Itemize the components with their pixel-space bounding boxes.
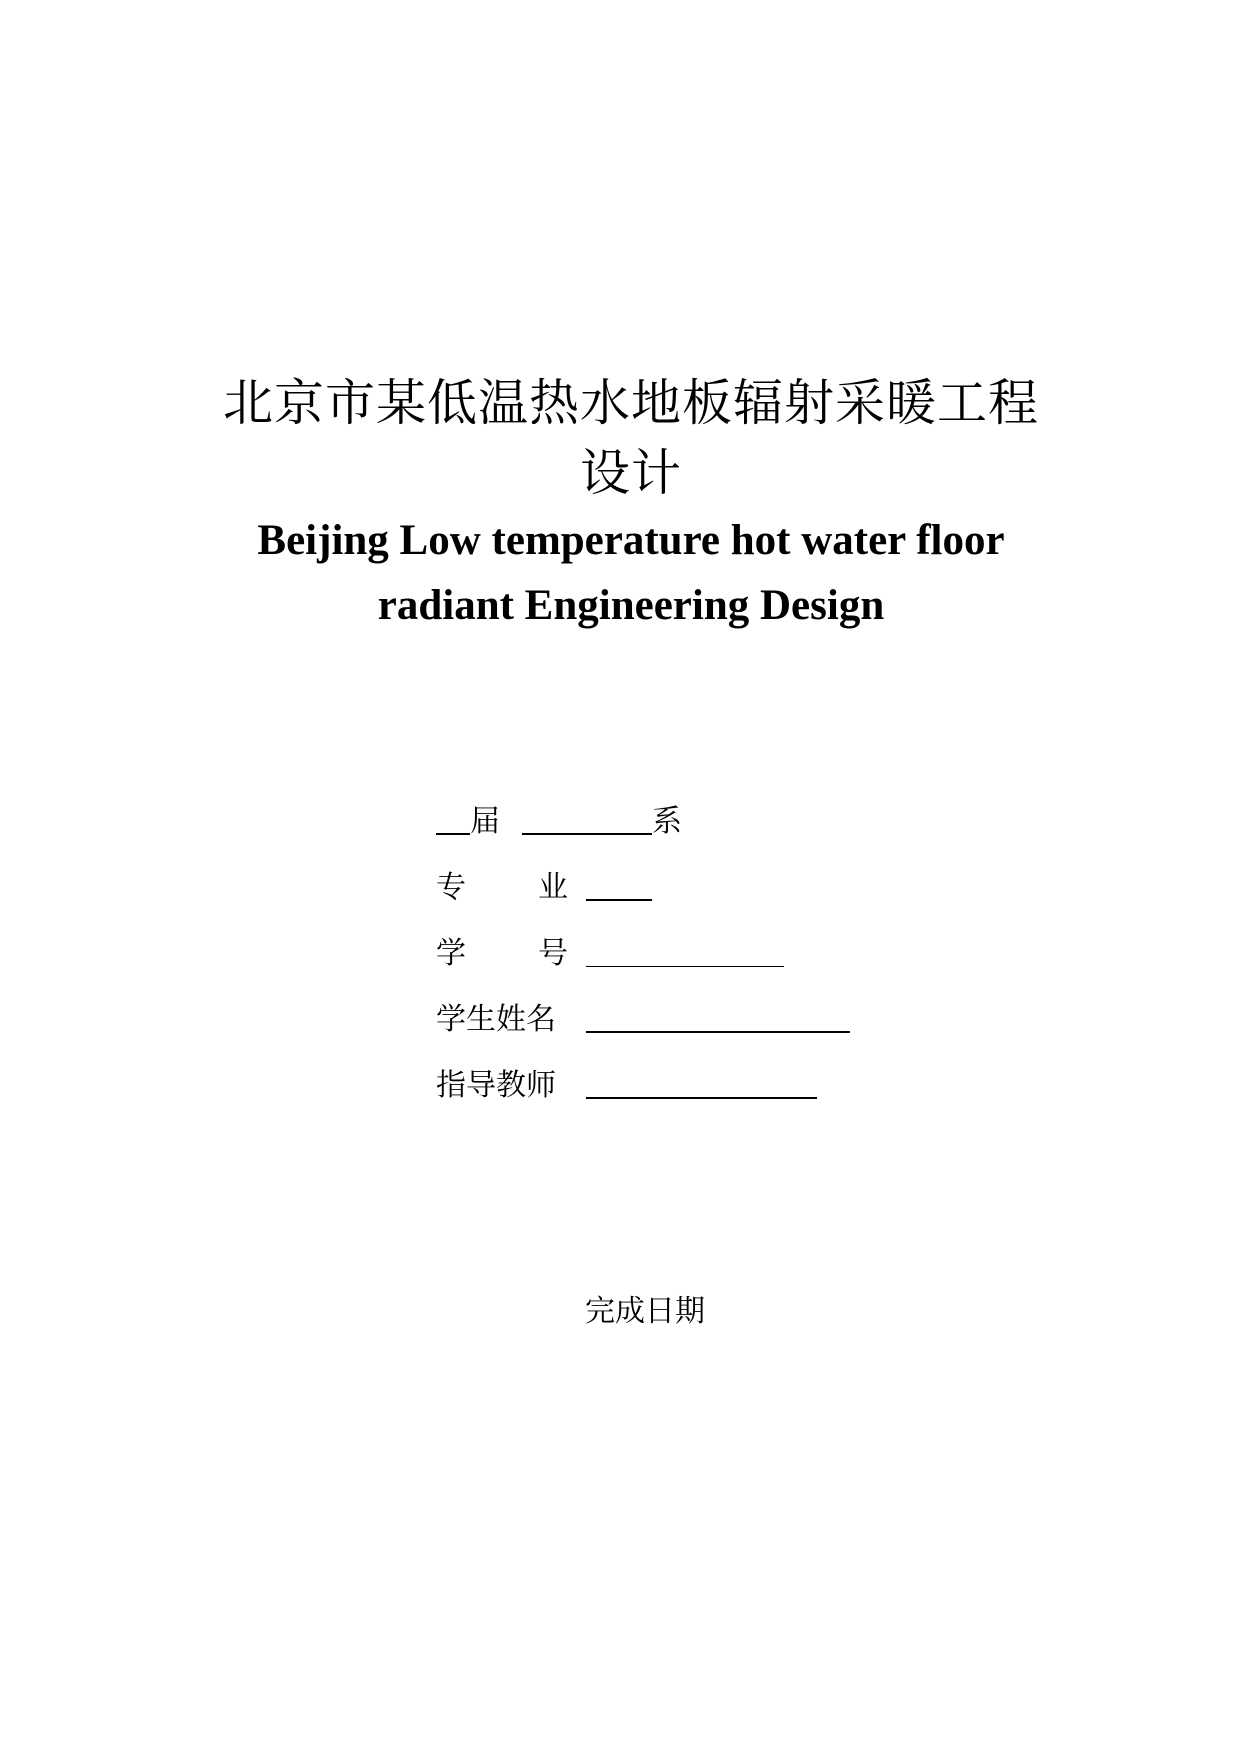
student-name-label: 学生姓名 <box>436 1002 556 1037</box>
session-label: 届 <box>470 804 500 839</box>
session-department-row <box>436 785 850 851</box>
major-label: 专 业 <box>436 870 568 905</box>
advisor-row <box>436 1049 850 1115</box>
major-blank <box>586 867 652 901</box>
thesis-title-english-line-1: Beijing Low temperature hot water floor <box>257 517 1005 564</box>
student-id-blank <box>586 934 784 967</box>
major-row <box>436 851 850 917</box>
completion-date-label: 完成日期 <box>585 1294 705 1329</box>
thesis-title-chinese-line-1: 北京市某低温热水地板辐射采暖工程 <box>223 374 1039 432</box>
student-name-blank <box>586 999 850 1033</box>
advisor-label: 指导教师 <box>436 1068 556 1103</box>
department-label: 系 <box>652 804 682 839</box>
advisor-blank <box>586 1065 817 1099</box>
student-id-label: 学 号 <box>436 936 568 971</box>
student-id-row <box>436 917 850 983</box>
thesis-title-chinese-line-2: 设计 <box>580 444 682 502</box>
student-info-block <box>436 785 850 1115</box>
student-name-row <box>436 983 850 1049</box>
thesis-title-english-line-2: radiant Engineering Design <box>377 582 885 629</box>
department-blank <box>522 801 652 835</box>
session-year-blank <box>436 801 470 835</box>
